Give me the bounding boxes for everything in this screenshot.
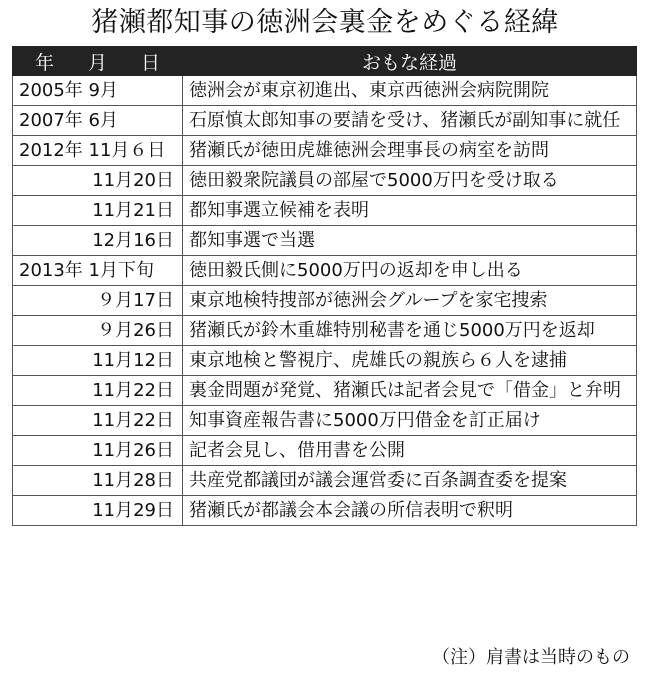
table-row (13, 346, 637, 376)
row-date: ９月26日 (13, 316, 183, 346)
row-event: 共産党都議団が議会運営委に百条調査委を提案 (183, 466, 637, 496)
table-row (13, 136, 637, 166)
timeline-table (12, 46, 637, 526)
table-row (13, 376, 637, 406)
footnote: （注）肩書は当時のもの (432, 647, 630, 668)
row-date: 11月22日 (13, 406, 183, 436)
row-event: 裏金問題が発覚、猪瀬氏は記者会見で「借金」と弁明 (183, 376, 637, 406)
row-event: 徳田毅衆院議員の部屋で5000万円を受け取る (183, 166, 637, 196)
row-date: 2005年 9月 (13, 76, 183, 106)
header-event: おもな経過 (183, 47, 637, 76)
table-row (13, 166, 637, 196)
row-date: 11月28日 (13, 466, 183, 496)
row-date: 11月21日 (13, 196, 183, 226)
row-event: 猪瀬氏が鈴木重雄特別秘書を通じ5000万円を返却 (183, 316, 637, 346)
table-row (13, 406, 637, 436)
row-event: 記者会見し、借用書を公開 (183, 436, 637, 466)
page-title: 猪瀬都知事の徳洲会裏金をめぐる経緯 (91, 7, 559, 38)
row-event: 猪瀬氏が徳田虎雄徳洲会理事長の病室を訪問 (183, 136, 637, 166)
table-row (13, 226, 637, 256)
row-event: 徳田毅氏側に5000万円の返却を申し出る (183, 256, 637, 286)
row-event: 都知事選で当選 (183, 226, 637, 256)
table-row (13, 466, 637, 496)
table-row (13, 286, 637, 316)
row-date: 12月16日 (13, 226, 183, 256)
row-date: 2012年 11月６日 (13, 136, 183, 166)
row-event: 徳洲会が東京初進出、東京西徳洲会病院開院 (183, 76, 637, 106)
header-date: 年 月 日 (13, 47, 183, 76)
table-row (13, 316, 637, 346)
row-event: 猪瀬氏が都議会本会議の所信表明で釈明 (183, 496, 637, 526)
row-event: 東京地検と警視庁、虎雄氏の親族ら６人を逮捕 (183, 346, 637, 376)
row-event: 東京地検特捜部が徳洲会グループを家宅捜索 (183, 286, 637, 316)
row-date: ９月17日 (13, 286, 183, 316)
timeline-rows (13, 76, 637, 526)
row-date: 11月22日 (13, 376, 183, 406)
row-date: 11月29日 (13, 496, 183, 526)
row-event: 知事資産報告書に5000万円借金を訂正届け (183, 406, 637, 436)
table-row (13, 106, 637, 136)
row-event: 都知事選立候補を表明 (183, 196, 637, 226)
table-row (13, 76, 637, 106)
row-date: 11月12日 (13, 346, 183, 376)
row-date: 2007年 6月 (13, 106, 183, 136)
row-date: 11月26日 (13, 436, 183, 466)
table-row (13, 196, 637, 226)
table-row (13, 436, 637, 466)
row-event: 石原慎太郎知事の要請を受け、猪瀬氏が副知事に就任 (183, 106, 637, 136)
table-row (13, 256, 637, 286)
row-date: 2013年 1月下旬 (13, 256, 183, 286)
table-row (13, 496, 637, 526)
row-date: 11月20日 (13, 166, 183, 196)
table-header-row (13, 47, 637, 76)
